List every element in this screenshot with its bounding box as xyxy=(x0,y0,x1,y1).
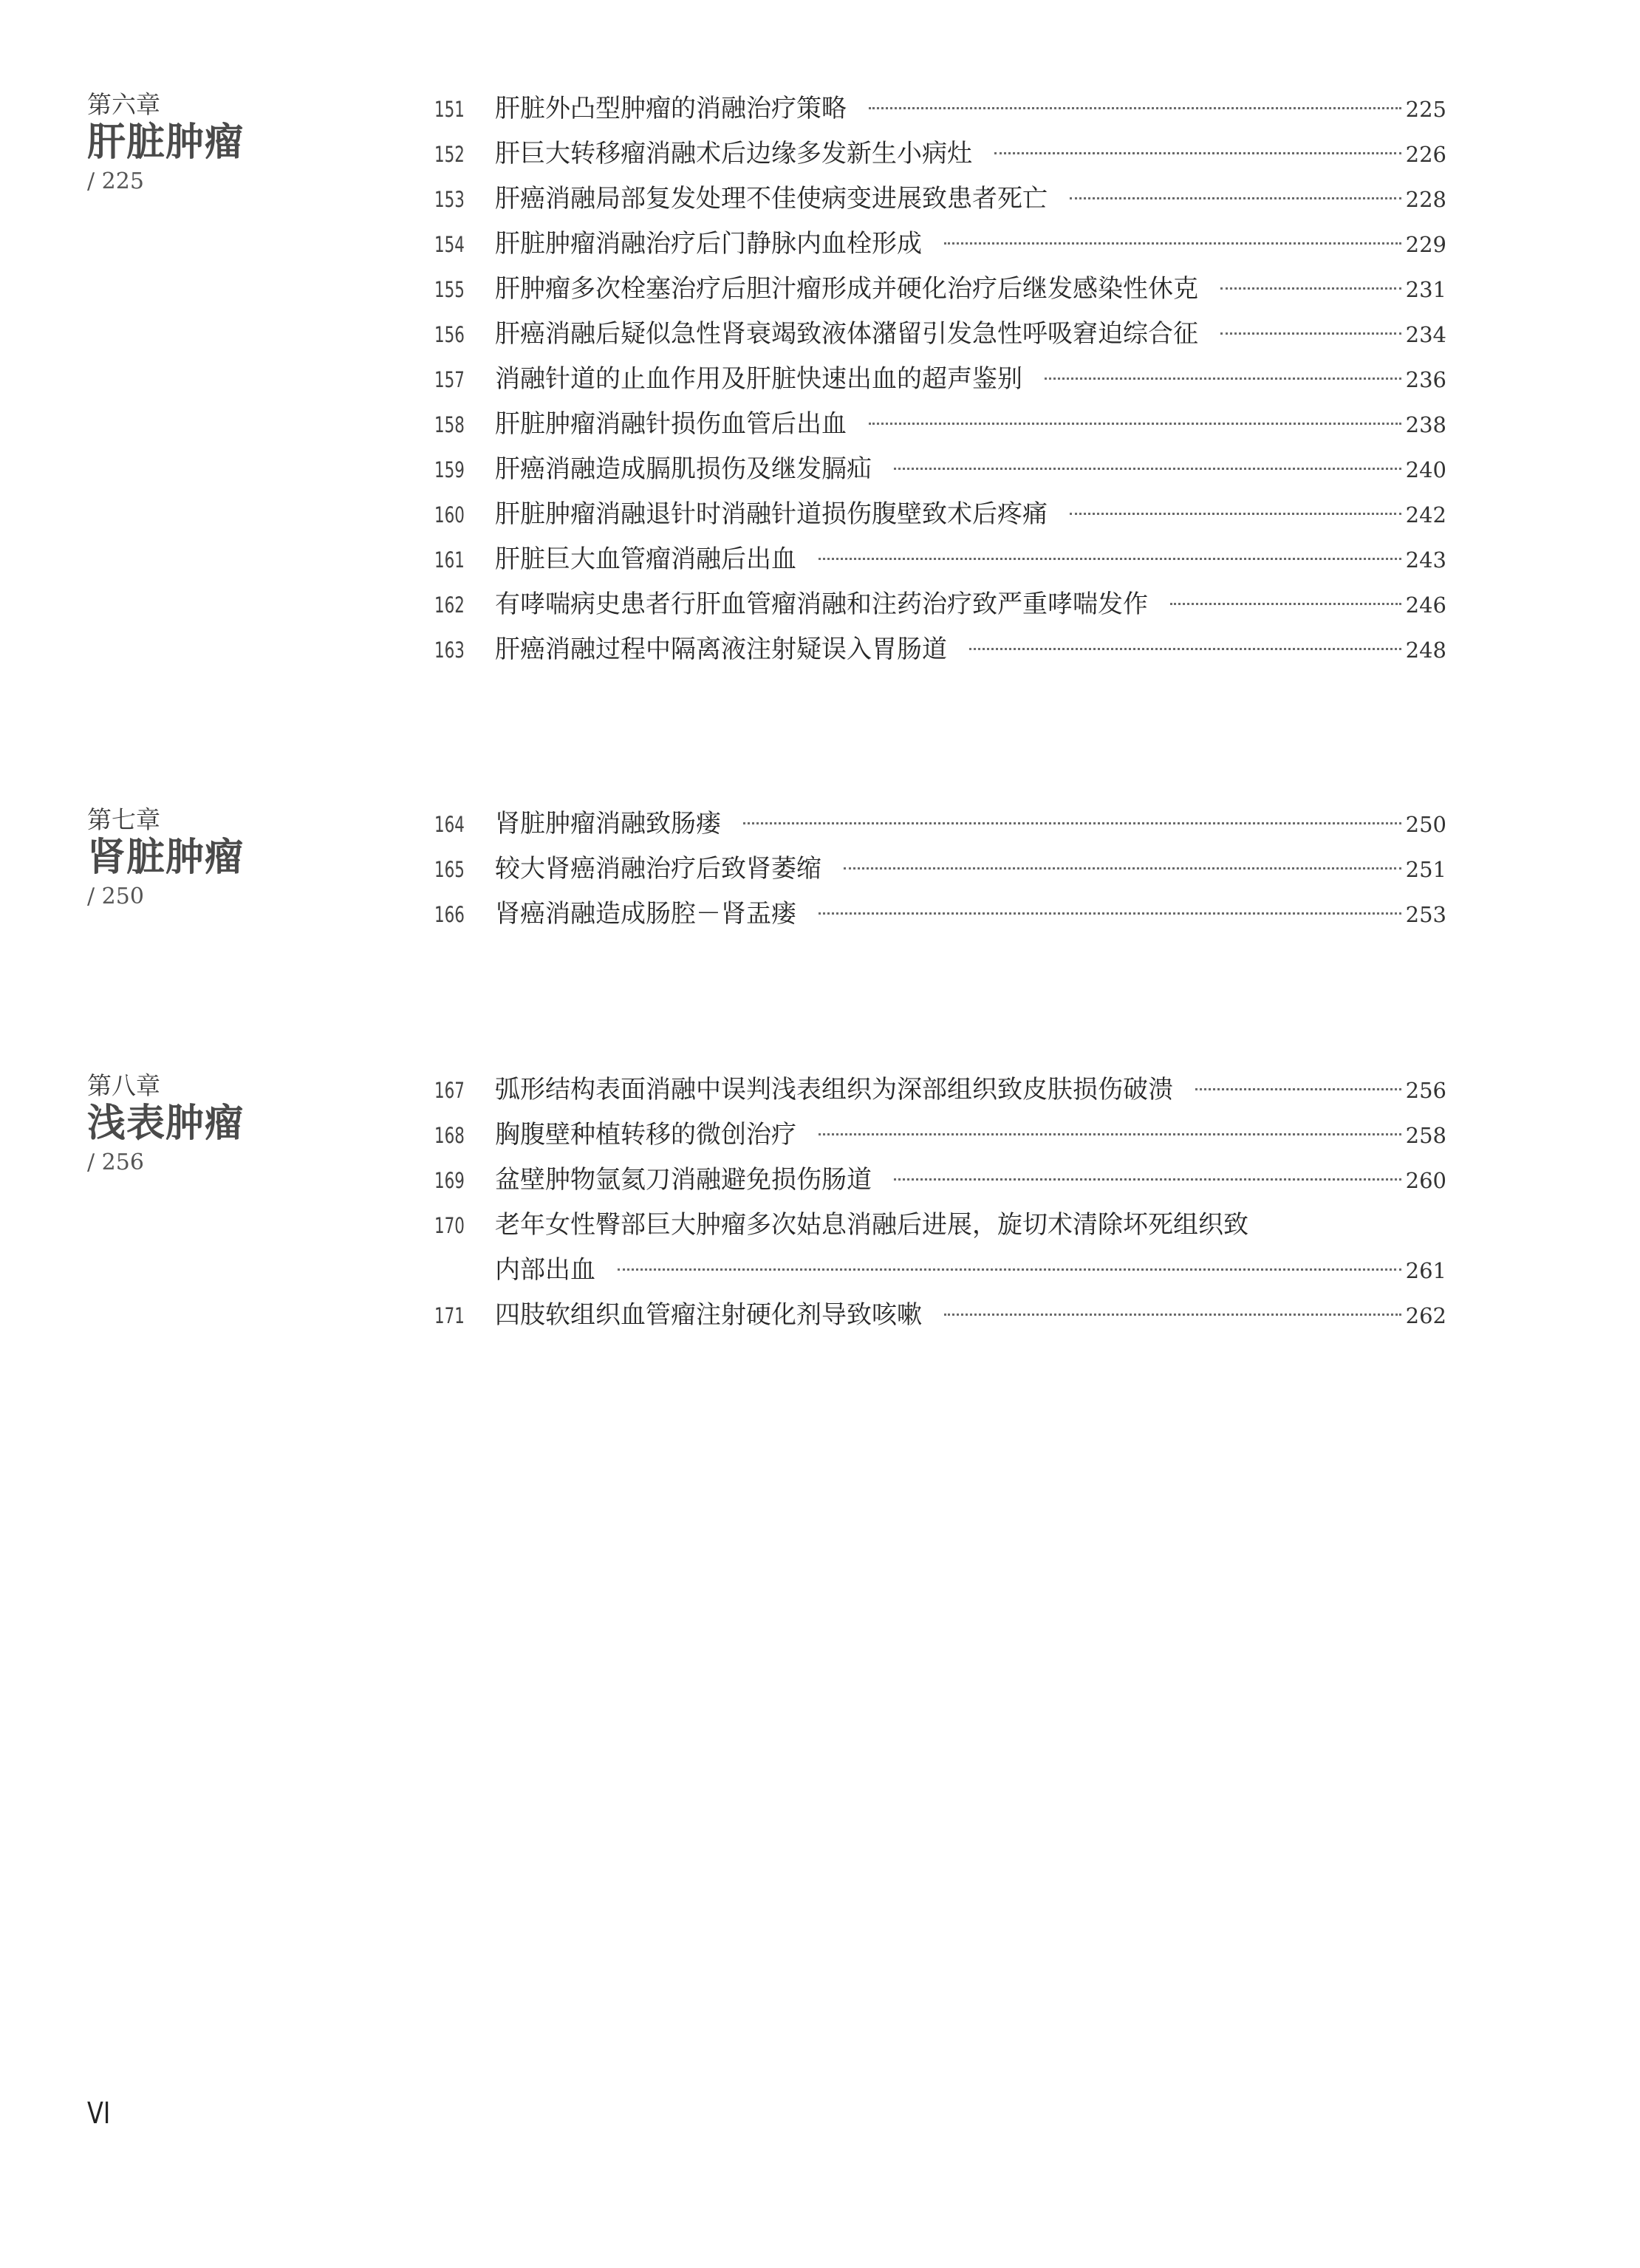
entry-number: 153 xyxy=(434,187,465,212)
entry-title: 消融针道的止血作用及肝脏快速出血的超声鉴别 xyxy=(495,364,1022,394)
toc-entry[interactable] xyxy=(434,132,1446,177)
entry-number: 155 xyxy=(434,277,465,302)
toc-entry[interactable] xyxy=(434,312,1446,358)
toc-entry[interactable] xyxy=(434,538,1446,583)
entry-number: 163 xyxy=(434,638,465,663)
chapter-label: 第六章 xyxy=(87,90,160,119)
dot-leader xyxy=(844,867,1401,870)
entry-page: 229 xyxy=(1405,232,1446,257)
dot-leader xyxy=(1220,332,1401,335)
chapter-label: 第七章 xyxy=(87,805,160,834)
toc-entry[interactable] xyxy=(434,1158,1446,1203)
toc-entry[interactable] xyxy=(434,1068,1446,1113)
entry-page: 258 xyxy=(1405,1123,1446,1148)
chapter-start-page: / 256 xyxy=(87,1150,144,1175)
entry-number: 161 xyxy=(434,547,465,573)
entry-title: 四肢软组织血管瘤注射硬化剂导致咳嗽 xyxy=(495,1300,922,1330)
entry-title: 肝癌消融局部复发处理不佳使病变进展致患者死亡 xyxy=(495,184,1048,214)
toc-entry[interactable] xyxy=(434,87,1446,132)
entry-page: 226 xyxy=(1405,142,1446,167)
entry-title: 有哮喘病史患者行肝血管瘤消融和注药治疗致严重哮喘发作 xyxy=(495,590,1148,619)
entry-page: 242 xyxy=(1405,502,1446,527)
entry-number: 160 xyxy=(434,502,465,527)
dot-leader xyxy=(1170,603,1401,605)
toc-entry[interactable] xyxy=(434,1294,1446,1339)
toc-entry[interactable] xyxy=(434,358,1446,403)
entry-page: 251 xyxy=(1405,857,1446,882)
entry-number: 164 xyxy=(434,812,465,837)
dot-leader xyxy=(894,1178,1401,1181)
entry-page: 236 xyxy=(1405,367,1446,392)
entry-page: 253 xyxy=(1405,902,1446,927)
dot-leader xyxy=(1070,513,1401,515)
dot-leader xyxy=(819,1133,1401,1135)
chapter-label: 第八章 xyxy=(87,1071,160,1100)
entry-number: 170 xyxy=(434,1213,465,1238)
toc-entry[interactable] xyxy=(434,267,1446,312)
dot-leader xyxy=(994,152,1401,154)
chapter-heading xyxy=(87,87,397,197)
dot-leader xyxy=(944,1314,1401,1316)
entry-number: 156 xyxy=(434,322,465,347)
entry-number: 158 xyxy=(434,412,465,437)
entry-number: 157 xyxy=(434,367,465,392)
entry-number: 167 xyxy=(434,1078,465,1103)
toc-entry[interactable] xyxy=(434,628,1446,673)
entry-page: 256 xyxy=(1405,1078,1446,1103)
toc-entry[interactable] xyxy=(434,892,1446,937)
entry-title: 肝脏肿瘤消融退针时消融针道损伤腹壁致术后疼痛 xyxy=(495,499,1048,529)
entry-title: 肝巨大转移瘤消融术后边缘多发新生小病灶 xyxy=(495,139,972,168)
dot-leader xyxy=(1195,1088,1401,1090)
entry-number: 169 xyxy=(434,1168,465,1193)
entry-number: 151 xyxy=(434,97,465,122)
entry-number: 165 xyxy=(434,857,465,882)
toc-entry-list xyxy=(434,1068,1446,1339)
toc-entry[interactable] xyxy=(434,1203,1446,1294)
entry-title: 肾癌消融造成肠腔－肾盂瘘 xyxy=(495,899,796,929)
toc-entry[interactable] xyxy=(434,448,1446,493)
entry-title: 弧形结构表面消融中误判浅表组织为深部组织致皮肤损伤破溃 xyxy=(495,1075,1173,1104)
entry-page: 234 xyxy=(1405,322,1446,347)
entry-number: 171 xyxy=(434,1303,465,1328)
entry-title: 肝癌消融造成膈肌损伤及继发膈疝 xyxy=(495,454,872,484)
entry-number: 162 xyxy=(434,592,465,618)
page-folio: VI xyxy=(87,2097,111,2131)
dot-leader xyxy=(819,558,1401,560)
entry-page: 238 xyxy=(1405,412,1446,437)
entry-title: 肾脏肿瘤消融致肠瘘 xyxy=(495,809,721,838)
chapter-heading xyxy=(87,802,397,912)
toc-entry[interactable] xyxy=(434,1113,1446,1158)
entry-title: 肝癌消融后疑似急性肾衰竭致液体潴留引发急性呼吸窘迫综合征 xyxy=(495,319,1198,349)
entry-title: 胸腹壁种植转移的微创治疗 xyxy=(495,1120,796,1150)
chapter-title: 浅表肿瘤 xyxy=(87,1101,245,1146)
dot-leader xyxy=(1220,287,1401,290)
chapter-title: 肾脏肿瘤 xyxy=(87,835,245,880)
entry-title: 肝癌消融过程中隔离液注射疑误入胃肠道 xyxy=(495,635,947,664)
chapter-start-page: / 250 xyxy=(87,884,144,909)
toc-entry[interactable] xyxy=(434,493,1446,538)
dot-leader xyxy=(1045,378,1401,380)
entry-number: 168 xyxy=(434,1123,465,1148)
entry-number: 152 xyxy=(434,142,465,167)
entry-page: 250 xyxy=(1405,812,1446,837)
entry-title: 肝脏肿瘤消融针损伤血管后出血 xyxy=(495,409,847,439)
toc-entry-list xyxy=(434,87,1446,673)
toc-entry[interactable] xyxy=(434,222,1446,267)
dot-leader xyxy=(743,822,1401,824)
chapter-title: 肝脏肿瘤 xyxy=(87,120,245,165)
entry-title-continued: 内部出血 xyxy=(495,1255,595,1285)
entry-number: 154 xyxy=(434,232,465,257)
dot-leader xyxy=(618,1268,1401,1271)
chapter-start-page: / 225 xyxy=(87,168,144,194)
toc-entry[interactable] xyxy=(434,583,1446,628)
dot-leader xyxy=(1070,197,1401,199)
entry-number: 166 xyxy=(434,902,465,927)
dot-leader xyxy=(869,107,1401,109)
entry-number: 159 xyxy=(434,457,465,482)
entry-page: 231 xyxy=(1405,277,1446,302)
entry-title: 较大肾癌消融治疗后致肾萎缩 xyxy=(495,854,821,884)
dot-leader xyxy=(969,648,1401,650)
entry-page: 261 xyxy=(1405,1258,1446,1283)
entry-page: 225 xyxy=(1405,97,1446,122)
entry-title: 肝脏肿瘤消融治疗后门静脉内血栓形成 xyxy=(495,229,922,259)
entry-title: 肝肿瘤多次栓塞治疗后胆汁瘤形成并硬化治疗后继发感染性休克 xyxy=(495,274,1198,304)
dot-leader xyxy=(894,468,1401,470)
entry-title: 肝脏外凸型肿瘤的消融治疗策略 xyxy=(495,94,847,123)
entry-page: 248 xyxy=(1405,638,1446,663)
toc-entry[interactable] xyxy=(434,177,1446,222)
entry-page: 243 xyxy=(1405,547,1446,573)
entry-page: 262 xyxy=(1405,1303,1446,1328)
entry-title: 肝脏巨大血管瘤消融后出血 xyxy=(495,544,796,574)
entry-page: 260 xyxy=(1405,1168,1446,1193)
dot-leader xyxy=(944,242,1401,245)
dot-leader xyxy=(869,423,1401,425)
entry-page: 240 xyxy=(1405,457,1446,482)
toc-entry[interactable] xyxy=(434,403,1446,448)
entry-page: 228 xyxy=(1405,187,1446,212)
entry-page: 246 xyxy=(1405,592,1446,618)
chapter-heading xyxy=(87,1068,397,1178)
entry-title: 盆壁肿物氩氦刀消融避免损伤肠道 xyxy=(495,1165,872,1195)
toc-entry[interactable] xyxy=(434,802,1446,847)
toc-entry-list xyxy=(434,802,1446,937)
dot-leader xyxy=(819,912,1401,915)
toc-entry[interactable] xyxy=(434,847,1446,892)
entry-title: 老年女性臀部巨大肿瘤多次姑息消融后进展，旋切术清除坏死组织致 xyxy=(495,1210,1248,1240)
